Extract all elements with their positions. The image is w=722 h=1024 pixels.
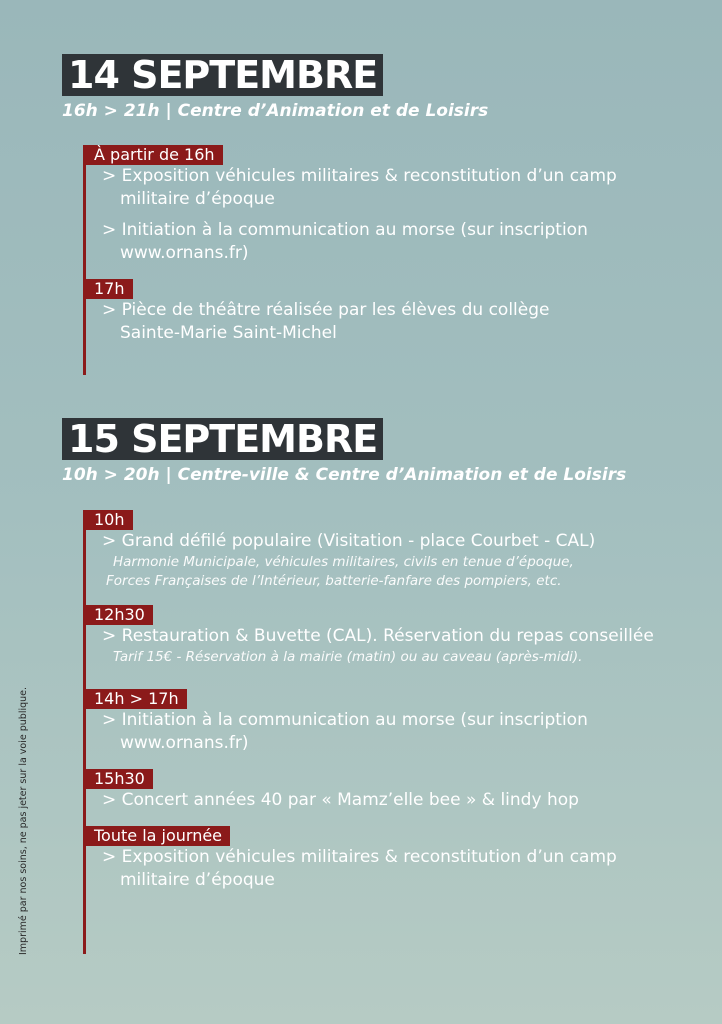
event-block	[86, 826, 654, 892]
event-item: > Pièce de théâtre réalisée par les élèves du collège	[102, 300, 550, 320]
event-item: > Concert années 40 par « Mamz’elle bee » & lindy hop	[102, 790, 579, 810]
spacer	[86, 211, 617, 219]
event-time-tag: Toute la journée	[86, 826, 230, 846]
event-item-continued: www.ornans.fr)	[120, 733, 249, 753]
event-time-tag: À partir de 16h	[86, 145, 223, 165]
event-block	[86, 769, 654, 812]
day1-events	[83, 145, 617, 375]
event-note: Harmonie Municipale, véhicules militaires, civils en tenue d’époque,	[113, 554, 574, 570]
event-item: > Exposition véhicules militaires & reconstitution d’un camp	[102, 847, 617, 867]
event-block	[86, 145, 617, 265]
event-block	[86, 605, 654, 667]
event-item: > Exposition véhicules militaires & reconstitution d’un camp	[102, 166, 617, 186]
event-time-tag: 10h	[86, 510, 133, 530]
event-item-continued: militaire d’époque	[120, 189, 275, 209]
event-item: > Initiation à la communication au morse (sur inscription	[102, 220, 588, 240]
day1-subtitle: 16h > 21h | Centre d’Animation et de Loisirs	[62, 101, 489, 121]
day1-title: 14 SEPTEMBRE	[62, 54, 383, 96]
event-item-continued: www.ornans.fr)	[120, 243, 249, 263]
event-block	[86, 279, 617, 345]
day2-title: 15 SEPTEMBRE	[62, 418, 383, 460]
print-notice: Imprimé par nos soins, ne pas jeter sur la voie publique.	[18, 686, 29, 955]
day2-subtitle: 10h > 20h | Centre-ville & Centre d’Animation et de Loisirs	[62, 465, 627, 485]
event-item: > Restauration & Buvette (CAL). Réservation du repas conseillée	[102, 626, 654, 646]
event-block	[86, 689, 654, 755]
event-time-tag: 14h > 17h	[86, 689, 187, 709]
event-time-tag: 17h	[86, 279, 133, 299]
event-note: Tarif 15€ - Réservation à la mairie (matin) ou au caveau (après-midi).	[113, 649, 583, 665]
event-time-tag: 12h30	[86, 605, 153, 625]
event-block	[86, 510, 654, 591]
day2-events	[83, 510, 654, 954]
event-time-tag: 15h30	[86, 769, 153, 789]
event-note: Forces Françaises de l’Intérieur, batterie-fanfare des pompiers, etc.	[106, 573, 562, 589]
event-item-continued: militaire d’époque	[120, 870, 275, 890]
event-item-continued: Sainte-Marie Saint-Michel	[120, 323, 337, 343]
event-item: > Grand défilé populaire (Visitation - place Courbet - CAL)	[102, 531, 596, 551]
event-item: > Initiation à la communication au morse (sur inscription	[102, 710, 588, 730]
